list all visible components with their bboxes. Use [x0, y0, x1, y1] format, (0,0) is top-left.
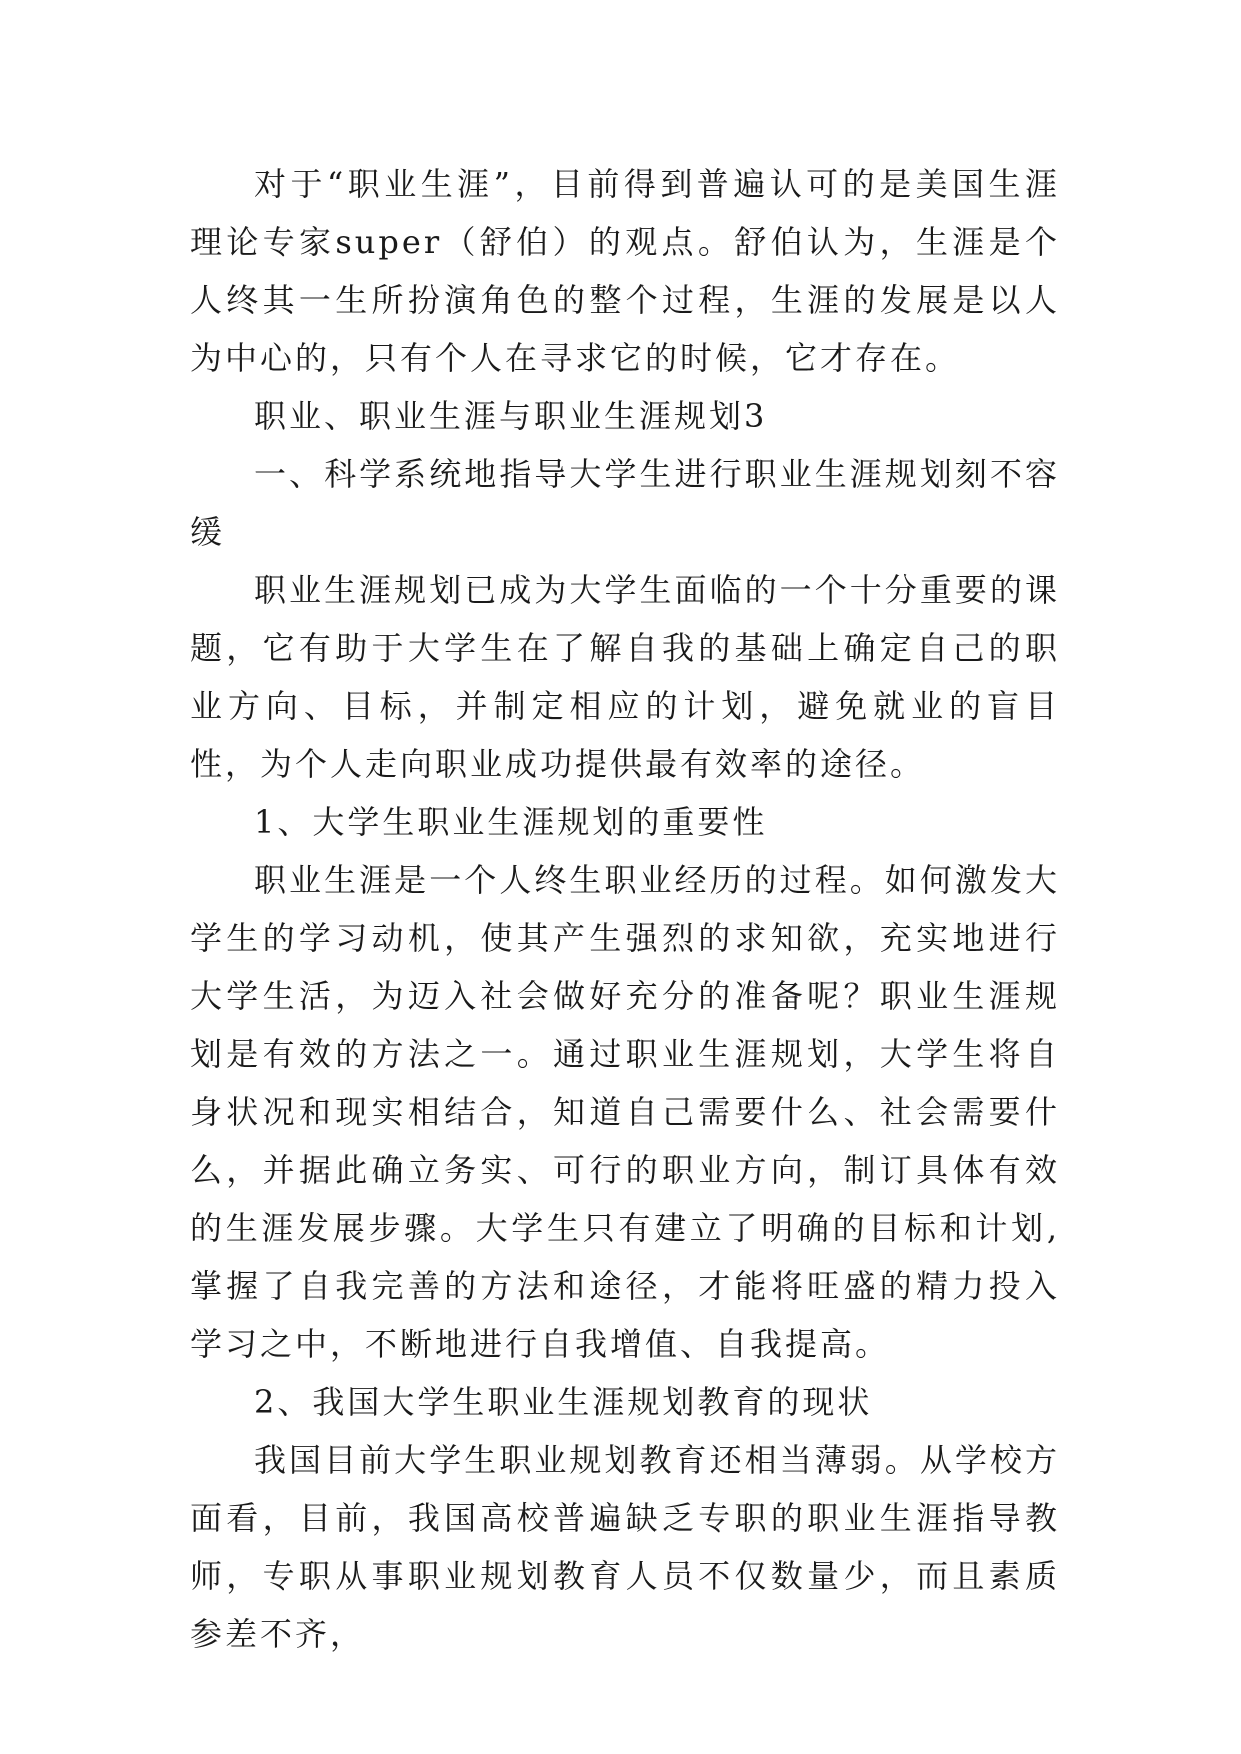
paragraph-planning-importance: 职业生涯规划已成为大学生面临的一个十分重要的课题，它有助于大学生在了解自我的基础上确定自己的职业方向、目标，并制定相应的计划，避免就业的盲目性，为个人走向职业成功提供最有效率的途径。 [190, 571, 1060, 783]
paragraph-career-process: 职业生涯是一个人终生职业经历的过程。如何激发大学生的学习动机，使其产生强烈的求知欲，充实地进行大学生活，为迈入社会做好充分的准备呢？职业生涯规划是有效的方法之一。通过职业生涯规划，大学生将自身状况和现实相结合，知道自己需要什么、社会需要什么，并据此确立务实、可行的职业方向，制订具体有效的生涯发展步骤。大学生只有建立了明确的目标和计划,掌握了自我完善的方法和途径，才能将旺盛的精力投入学习之中，不断地进行自我增值、自我提高。 [190, 861, 1060, 1363]
subheading-importance: 1、大学生职业生涯规划的重要性 [254, 803, 768, 841]
section-heading: 职业、职业生涯与职业生涯规划3 [254, 397, 768, 435]
subheading-guidance: 一、科学系统地指导大学生进行职业生涯规划刻不容缓 [190, 455, 1060, 551]
subheading-status: 2、我国大学生职业生涯规划教育的现状 [254, 1383, 873, 1421]
paragraph-current-status: 我国目前大学生职业规划教育还相当薄弱。从学校方面看，目前，我国高校普遍缺乏专职的职业生涯指导教师，专职从事职业规划教育人员不仅数量少，而且素质参差不齐， [190, 1441, 1060, 1653]
paragraph-career-definition: 对于“职业生涯”，目前得到普遍认可的是美国生涯理论专家super（舒伯）的观点。舒伯认为，生涯是个人终其一生所扮演角色的整个过程，生涯的发展是以人为中心的，只有个人在寻求它的时候，它才存在。 [190, 165, 1060, 377]
document-body [190, 155, 1060, 1663]
